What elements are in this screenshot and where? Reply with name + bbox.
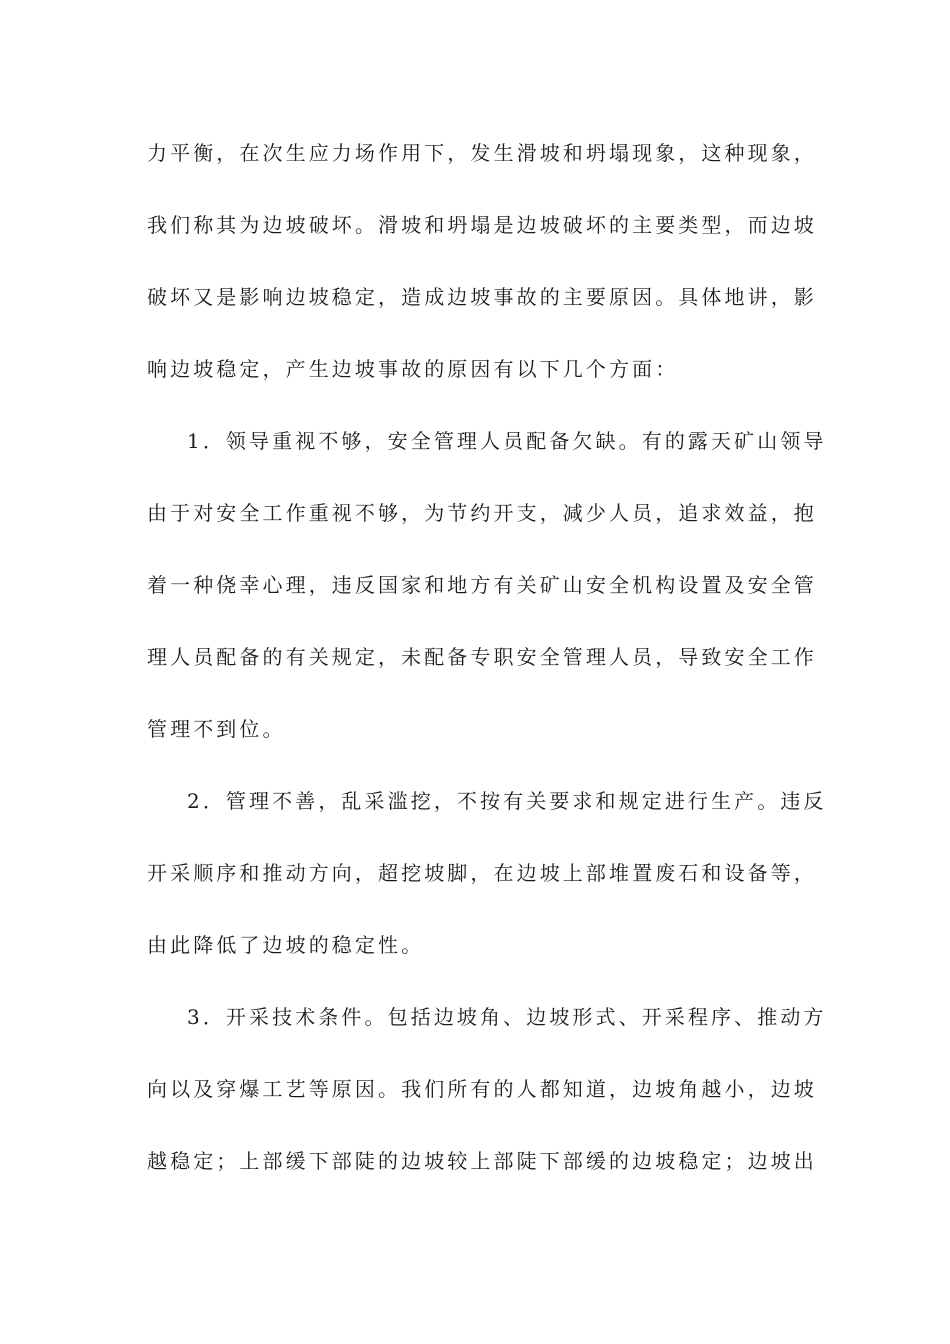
- text-line: 破坏又是影响边坡稳定，造成边坡事故的主要原因。具体地讲，影: [147, 285, 817, 309]
- text-line: 理人员配备的有关规定，未配备专职安全管理人员，导致安全工作: [147, 645, 817, 669]
- text-line: 我们称其为边坡破坏。滑坡和坍塌是边坡破坏的主要类型，而边坡: [147, 213, 817, 237]
- text-line: 开采顺序和推动方向，超挖坡脚，在边坡上部堆置废石和设备等，: [147, 861, 817, 885]
- text-line: 3．开采技术条件。包括边坡角、边坡形式、开采程序、推动方: [187, 1005, 827, 1029]
- text-line: 越稳定；上部缓下部陡的边坡较上部陡下部缓的边坡稳定；边坡出: [147, 1149, 817, 1173]
- text-line: 管理不到位。: [147, 717, 286, 741]
- text-line: 2．管理不善，乱采滥挖，不按有关要求和规定进行生产。违反: [187, 789, 827, 813]
- text-line: 向以及穿爆工艺等原因。我们所有的人都知道，边坡角越小，边坡: [147, 1077, 817, 1101]
- text-line: 由此降低了边坡的稳定性。: [147, 933, 425, 957]
- text-line: 力平衡，在次生应力场作用下，发生滑坡和坍塌现象，这种现象，: [147, 141, 817, 165]
- text-line: 由于对安全工作重视不够，为节约开支，减少人员，追求效益，抱: [147, 501, 817, 525]
- text-line: 1．领导重视不够，安全管理人员配备欠缺。有的露天矿山领导: [187, 429, 827, 453]
- text-line: 响边坡稳定，产生边坡事故的原因有以下几个方面：: [147, 357, 679, 381]
- text-line: 着一种侥幸心理，违反国家和地方有关矿山安全机构设置及安全管: [147, 573, 817, 597]
